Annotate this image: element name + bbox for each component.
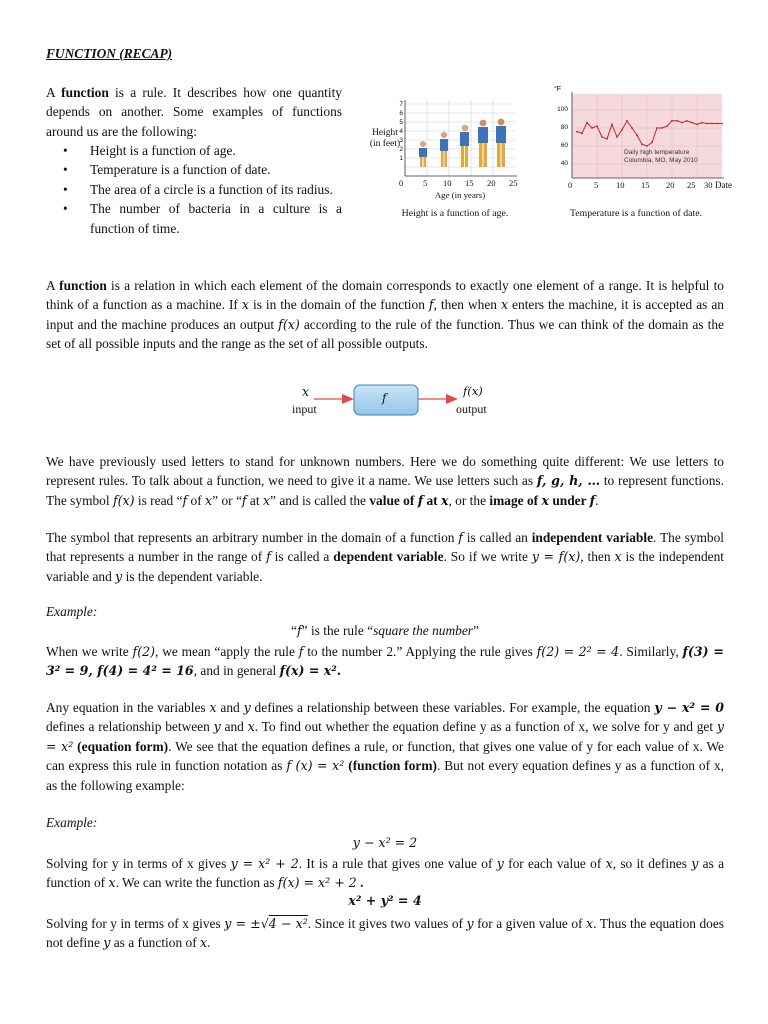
- tick-label: 5: [594, 180, 599, 190]
- equation-paragraph: Any equation in the variables x and y defines a relationship between these variables. For example, the equation y − x² = 0 defines a relationship between y and x. To find out whether the equation define y as a function of x, we solve for y and get y = x² (equation form). We see that the equation defines a rule, or function, that gives one value of y for each value of x. We can express this rule in function notation as f (x) = x² (function form). But not every equation defines y as a function of x, as the following example:: [46, 700, 725, 793]
- temperature-point: [611, 124, 613, 126]
- x-axis-label: Date: [715, 180, 732, 190]
- tick-label: 30: [704, 180, 713, 190]
- temperature-point: [666, 125, 668, 127]
- temperature-point: [716, 123, 718, 125]
- tick-label: 7: [399, 101, 403, 108]
- list-item: • The area of a circle is a function of its radius.: [46, 180, 342, 199]
- text: A: [46, 85, 62, 100]
- temperature-point: [626, 120, 628, 122]
- tick-label: 20: [487, 178, 496, 188]
- temperature-point: [586, 122, 588, 124]
- temperature-point: [686, 120, 688, 122]
- page-title: FUNCTION (RECAP): [46, 46, 173, 61]
- function-machine-diagram: [280, 378, 500, 430]
- temperature-point: [656, 127, 658, 129]
- text: is a rule. It describes how one quantity depends on another. Some examples of functions around us are the following:: [46, 85, 342, 139]
- tick-label: 100: [557, 106, 568, 113]
- variables-paragraph: The symbol that represents an arbitrary number in the domain of a function f is called an independent variable. The symbol that represents a number in the range of f is called a dependent variable. So if we write y = f(x), then x is the independent variable and y is the dependent variable.: [46, 530, 725, 584]
- figure-caption: Height is a function of age.: [401, 208, 509, 219]
- tick-label: 3: [399, 137, 403, 144]
- tick-label: 0: [568, 180, 573, 190]
- child-figure-2: [440, 132, 448, 167]
- temperature-point: [696, 124, 698, 126]
- function-definition-paragraph: A function is a relation in which each element of the domain corresponds to exactly one element of a range. It is helpful to think of a function as a machine. If x is in the domain of the function f, then when x enters the machine, it is accepted as an input and the machine produces an output f(x) according to the rule of the function. Thus we can think of the domain as the set of all possible inputs and the range as the set of all possible outputs.: [46, 278, 724, 352]
- example-rule: “f” is the rule “square the number”: [291, 623, 479, 638]
- tick-label: 20: [666, 180, 675, 190]
- temperature-point: [636, 134, 638, 136]
- y-ticks: [397, 100, 403, 163]
- tick-label: 40: [560, 160, 568, 167]
- tick-label: 1: [399, 155, 403, 162]
- tick-label: 6: [399, 110, 403, 117]
- tick-label: 0: [399, 178, 404, 188]
- intro-paragraph: [46, 83, 342, 141]
- output-label: output: [456, 402, 487, 416]
- output-fx: f(x): [463, 384, 483, 398]
- equation-2: x² + y² = 4: [348, 893, 422, 908]
- temperature-figure: [540, 86, 730, 227]
- tick-label: 15: [641, 180, 650, 190]
- x-axis-label: Age (in years): [434, 190, 486, 200]
- list-item: • Temperature is a function of date.: [46, 160, 342, 179]
- examples-list: [46, 141, 342, 238]
- height-chart: [355, 92, 535, 227]
- temperature-point: [671, 120, 673, 122]
- term-function: function: [59, 278, 107, 293]
- temperature-point: [681, 122, 683, 124]
- temperature-point: [591, 127, 593, 129]
- height-figure: [355, 92, 535, 227]
- temperature-point: [596, 125, 598, 127]
- legend-line: Columbia, MO, May 2010: [624, 157, 698, 164]
- y-axis-label-unit: (in feet): [369, 139, 401, 149]
- solution-2: Solving for y in terms of x gives y = ±√4 − x². Since it gives two values of y for a given value of x. Thus the equation does not define y as a function of x.: [46, 916, 724, 951]
- tick-label: 5: [423, 178, 428, 188]
- temperature-point: [711, 123, 713, 125]
- temperature-point: [661, 127, 663, 129]
- temperature-point: [691, 122, 693, 124]
- child-figure-1: [419, 141, 427, 167]
- temperature-point: [581, 133, 583, 135]
- temperature-point: [676, 120, 678, 122]
- machine-f: f: [382, 391, 387, 405]
- tick-label: 15: [465, 178, 474, 188]
- temperature-point: [606, 138, 608, 140]
- figure-caption: Temperature is a function of date.: [569, 208, 703, 219]
- term-function: function: [61, 85, 109, 100]
- tick-label: 10: [616, 180, 625, 190]
- temperature-point: [631, 127, 633, 129]
- example-text: When we write f(2), we mean “apply the rule f to the number 2.” Applying the rule gives f(2) = 2² = 4. Similarly, f(3) = 3² = 9, f(4) = 4² = 16, and in general f(x) = x².: [46, 644, 724, 679]
- temperature-point: [601, 136, 603, 138]
- letters-paragraph: We have previously used letters to stand for unknown numbers. Here we do something quite different: We use letters to represent rules. To talk about a function, we need to give it a name. We use letters such as f, g, h, … to represent functions. The symbol f(x) is read “f of x” or “f at x” and is called the value of f at x, or the image of x under f.: [46, 454, 724, 508]
- y-unit: °F: [554, 86, 562, 93]
- temperature-point: [651, 142, 653, 144]
- temperature-point: [701, 122, 703, 124]
- tick-label: 4: [399, 128, 403, 135]
- legend-line: Daily high temperature: [624, 149, 690, 156]
- temperature-point: [721, 123, 723, 125]
- temperature-point: [706, 123, 708, 125]
- adult-figure-2: [496, 119, 506, 167]
- tick-label: 60: [560, 142, 568, 149]
- tick-label: 2: [399, 146, 403, 153]
- list-item: • Height is a function of age.: [46, 141, 342, 160]
- tick-label: 10: [443, 178, 452, 188]
- tick-label: 5: [399, 119, 403, 126]
- solution-1: Solving for y in terms of x gives y = x² + 2. It is a rule that gives one value of y for each value of x, so it defines y as a function of x. We can write the function as f(x) = x² + 2 .: [46, 856, 725, 891]
- example-label: Example:: [46, 604, 98, 619]
- tick-label: 25: [509, 178, 518, 188]
- example-label: Example:: [46, 815, 98, 830]
- equation-1: y − x² = 2: [352, 835, 418, 850]
- y-axis-label: Height: [372, 128, 398, 138]
- input-x: x: [302, 384, 310, 399]
- chart-legend: [624, 149, 716, 165]
- input-label: input: [292, 402, 317, 416]
- tick-label: 80: [560, 124, 568, 131]
- temperature-point: [621, 129, 623, 131]
- temperature-point: [576, 131, 578, 133]
- temperature-point: [641, 143, 643, 145]
- temperature-point: [646, 145, 648, 147]
- temperature-point: [616, 136, 618, 138]
- tick-label: 25: [687, 180, 696, 190]
- adult-figure-1: [478, 120, 488, 167]
- list-item: • The number of bacteria in a culture is a function of time.: [46, 199, 342, 238]
